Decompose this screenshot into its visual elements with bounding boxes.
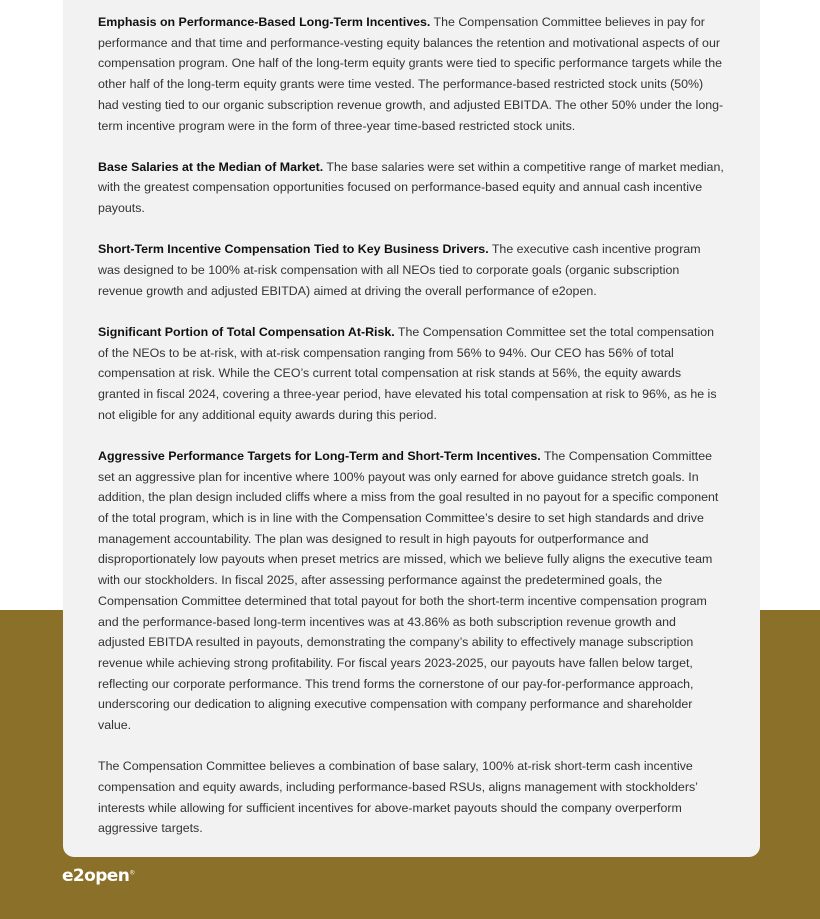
paragraph-performance-incentives bbox=[98, 12, 726, 136]
paragraph-at-risk bbox=[98, 322, 726, 426]
paragraph-body: The Compensation Committee believes in pay for performance and that time and performance-vesting equity balances the retention and motivational aspects of our compensation program. One half of the long-term equity grants were tied to specific performance targets while the other half of the long-term equity grants were time vested. The performance-based restricted stock units (50%) had vesting tied to our organic subscription revenue growth, and adjusted EBITDA. The other 50% under the long-term incentive program were in the form of three-year time-based restricted stock units. bbox=[98, 15, 724, 133]
paragraph-heading: Emphasis on Performance-Based Long-Term Incentives. bbox=[98, 15, 431, 29]
paragraph-heading: Base Salaries at the Median of Market. bbox=[98, 159, 324, 174]
paragraph-body: The base salaries were set within a competitive range of market median, with the greatest compensation opportunities focused on performance-based equity and annual cash incentive payouts. bbox=[98, 159, 724, 216]
paragraph-body: The Compensation Committee set the total compensation of the NEOs to be at-risk, with at-risk compensation ranging from 56% to 94%. Our CEO has 56% of total compensation at risk. While the CEO’s current total compensation at risk stands at 56%, the equity awards granted in fiscal 2024, covering a three-year period, have elevated his total compensation at risk to 96%, as he is not eligible for any additional equity awards during this period. bbox=[98, 324, 717, 422]
paragraph-aggressive-targets bbox=[98, 446, 726, 736]
paragraph-short-term-incentive bbox=[98, 239, 726, 301]
e2open-logo bbox=[62, 866, 135, 886]
paragraph-base-salaries bbox=[98, 157, 726, 219]
paragraph-body: The Compensation Committee believes a combination of base salary, 100% at-risk short-term cash incentive compensation and equity awards, including performance-based RSUs, aligns management with stockholders’ interests while allowing for sufficient incentives for above-market payouts should the company overperform aggressive targets. bbox=[98, 759, 698, 836]
paragraph-conclusion bbox=[98, 756, 726, 839]
paragraph-heading: Significant Portion of Total Compensation At-Risk. bbox=[98, 324, 395, 339]
paragraph-heading: Short-Term Incentive Compensation Tied to Key Business Drivers. bbox=[98, 242, 489, 257]
paragraph-body: The executive cash incentive program was designed to be 100% at-risk compensation with all NEOs tied to corporate goals (organic subscription revenue growth and adjusted EBITDA) aimed at driving the overall performance of e2open. bbox=[98, 242, 701, 298]
paragraph-body: The Compensation Committee set an aggressive plan for incentive where 100% payout was only earned for above guidance stretch goals. In addition, the plan design included cliffs where a miss from the goal resulted in no payout for a specific component of the total program, which is in line with the Compensation Committee’s desire to set high standards and drive management accountability. The plan was designed to result in high payouts for outperformance and disproportionately low payouts when preset metrics are missed, which we believe fully aligns the executive team with our stockholders. In fiscal 2025, after assessing performance against the predetermined goals, the Compensation Committee determined that total payout for both the short-term incentive compensation program and the performance-based long-term incentives was at 43.86% as both subscription revenue growth and adjusted EBITDA resulted in payouts, demonstrating the company’s ability to effectively manage subscription revenue while achieving strong profitability. For fiscal years 2023-2025, our payouts have fallen below target, reflecting our corporate performance. This trend forms the cornerstone of our pay-for-performance approach, underscoring our dedication to aligning executive compensation with company performance and shareholder value. bbox=[98, 448, 719, 733]
content-card bbox=[63, 0, 760, 857]
trademark-mark: ® bbox=[129, 869, 136, 877]
paragraph-heading: Aggressive Performance Targets for Long-Term and Short-Term Incentives. bbox=[98, 448, 541, 463]
logo-text: e2open bbox=[62, 866, 130, 886]
